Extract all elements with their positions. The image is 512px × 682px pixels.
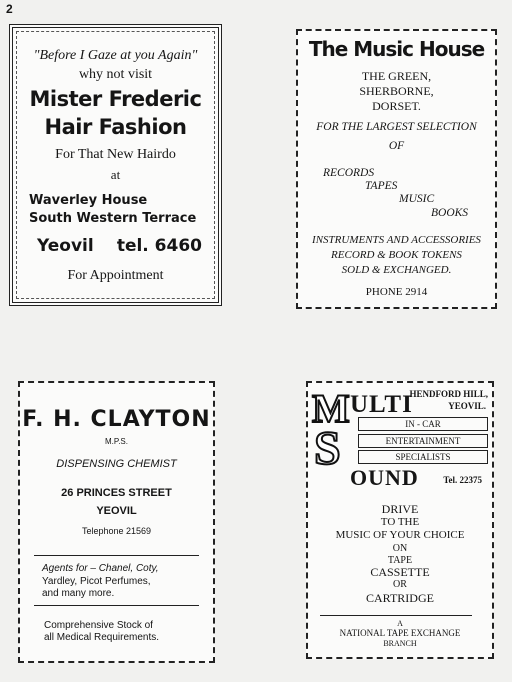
ad-selection-line1: FOR THE LARGEST SELECTION bbox=[316, 121, 477, 133]
ad-address-line1: Waverley House bbox=[29, 193, 148, 208]
ad-stock-line2: all Medical Requirements. bbox=[44, 632, 160, 643]
ad-title: The Music House bbox=[308, 37, 485, 61]
ad-appointment: For Appointment bbox=[67, 268, 164, 283]
ad-why-visit: why not visit bbox=[78, 67, 153, 82]
ad-on: ON bbox=[392, 543, 408, 554]
ad-tokens: RECORD & BOOK TOKENS bbox=[331, 249, 462, 261]
ad-tagline: For That New Hairdo bbox=[55, 147, 176, 162]
ad-telephone: Tel. 22375 bbox=[443, 475, 482, 485]
ad-business-subname: Hair Fashion bbox=[44, 115, 187, 139]
ad-drive: DRIVE bbox=[381, 502, 419, 516]
ad-address-line3: DORSET. bbox=[372, 99, 421, 113]
ad-phone: PHONE 2914 bbox=[365, 286, 428, 298]
ad-stock-line1: Comprehensive Stock of bbox=[44, 620, 153, 631]
ad-or: OR bbox=[393, 579, 407, 590]
service-entertainment: ENTERTAINMENT bbox=[358, 434, 488, 448]
logo-word-ound: OUND bbox=[350, 465, 419, 490]
ad-town: YEOVIL bbox=[96, 505, 137, 517]
ad-address-line1: THE GREEN, bbox=[361, 69, 432, 83]
ad-exchange-name: NATIONAL TAPE EXCHANGE bbox=[339, 628, 461, 638]
ad-exchange-branch: BRANCH bbox=[383, 639, 417, 648]
ad-music-house bbox=[296, 29, 497, 309]
ad-quote: "Before I Gaze at you Again" bbox=[33, 48, 198, 63]
ad-at: at bbox=[110, 167, 121, 182]
page-number: 2 bbox=[6, 2, 13, 16]
ad-instruments: INSTRUMENTS AND ACCESSORIES bbox=[312, 234, 481, 246]
ad-telephone: tel. 6460 bbox=[116, 236, 202, 256]
ad-item-records: RECORDS bbox=[323, 167, 375, 179]
service-specialists: SPECIALISTS bbox=[358, 450, 488, 464]
ad-fh-clayton bbox=[18, 381, 215, 663]
divider-top bbox=[34, 555, 199, 556]
ad-music-choice: MUSIC OF YOUR CHOICE bbox=[335, 529, 465, 541]
ad-multi-sound bbox=[306, 381, 494, 659]
logo-word-ulti: ULTI bbox=[350, 391, 413, 418]
ad-to-the: TO THE bbox=[380, 516, 420, 528]
ad-dispensing: DISPENSING CHEMIST bbox=[56, 458, 177, 470]
ad-cartridge: CARTRIDGE bbox=[366, 591, 434, 605]
ad-agents-line1: Agents for – Chanel, Coty, bbox=[42, 563, 159, 574]
ad-address-line2: SHERBORNE, bbox=[359, 84, 434, 98]
ad-street: 26 PRINCES STREET bbox=[61, 487, 172, 499]
ad-qualification: M.P.S. bbox=[105, 437, 128, 446]
ad-telephone: Telephone 21569 bbox=[81, 526, 152, 536]
ad-sold: SOLD & EXCHANGED. bbox=[341, 264, 452, 276]
service-in-car: IN - CAR bbox=[358, 417, 488, 431]
ad-item-tapes: TAPES bbox=[365, 180, 398, 192]
logo-letter-m: M bbox=[312, 386, 350, 431]
ad-agents-line3: and many more. bbox=[42, 588, 115, 599]
ad-cassette: CASSETTE bbox=[370, 565, 430, 579]
ad-item-music: MUSIC bbox=[399, 193, 435, 205]
ad-business-name: Mister Frederic bbox=[29, 87, 202, 111]
ad-tape: TAPE bbox=[387, 555, 413, 566]
ad-mister-frederic bbox=[9, 24, 222, 306]
ad-town: Yeovil bbox=[37, 236, 94, 256]
ad-address-line2: South Western Terrace bbox=[29, 211, 197, 226]
logo-letter-s: S bbox=[314, 422, 341, 475]
divider-bottom bbox=[34, 605, 199, 606]
ad-selection-line2: OF bbox=[388, 140, 405, 152]
ad-address-line1: HENDFORD HILL, bbox=[409, 389, 488, 399]
ad-business-name: F. H. CLAYTON bbox=[22, 407, 211, 432]
ad-agents-line2: Yardley, Picot Perfumes, bbox=[42, 576, 151, 587]
divider bbox=[320, 615, 472, 616]
ad-exchange-a: A bbox=[397, 619, 403, 628]
ad-address-line2: YEOVIL. bbox=[448, 401, 486, 411]
ad-item-books: BOOKS bbox=[431, 207, 469, 219]
